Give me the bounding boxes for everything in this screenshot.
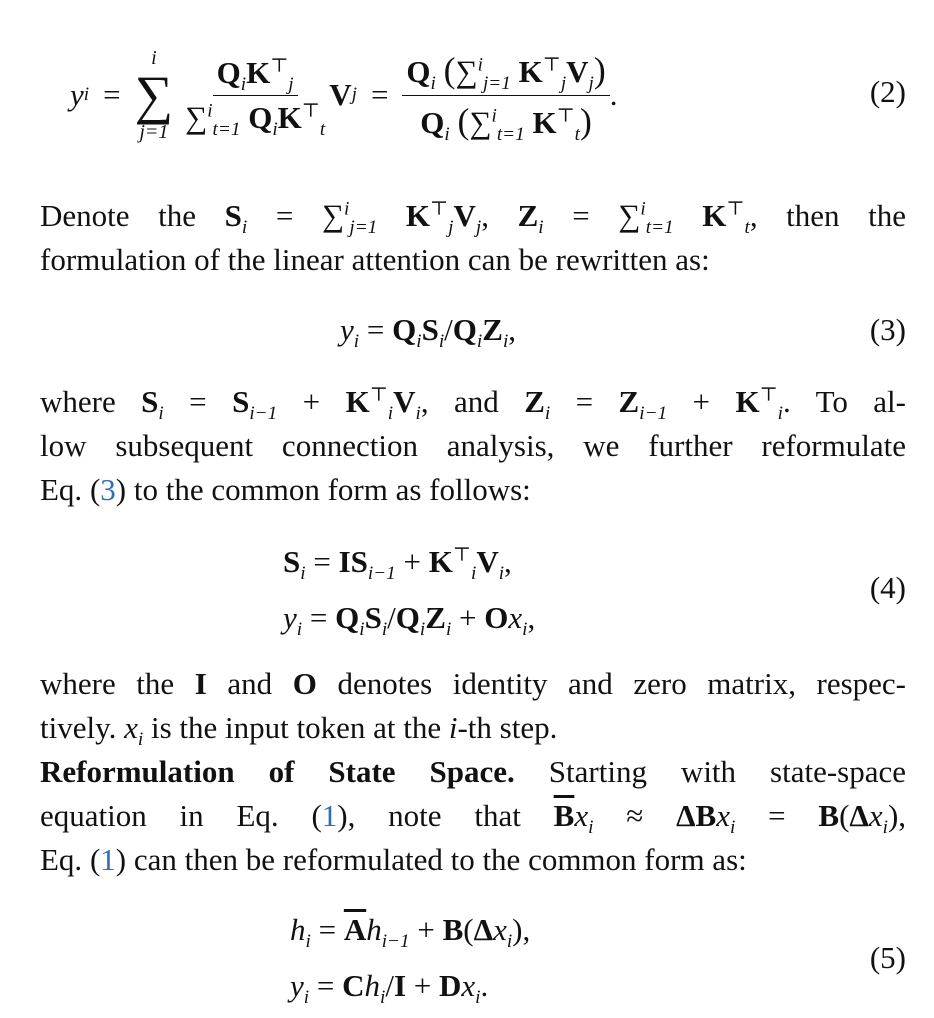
para1-line2: formulation of the linear attention can be rewritten as: [40, 242, 710, 277]
para4-line2: equation in Eq. (1), note that $\overline{B}x_i \approx \Delta Bx_i = B(\Delta x_i)$, [40, 798, 907, 839]
equation-3: $y_i = Q_iS_i/Q_iZ_i$, [340, 312, 517, 353]
eq2-sum: i ∑ j=1 [134, 47, 174, 143]
eq1-reference-link-2[interactable]: 1 [100, 842, 116, 877]
para1-line1: Denote the $S_i = \sum^i_{j=1}$ $K^⊤_jV_j$, $Z_i = \sum^i_{t=1}$ $K^⊤_t$, then the [40, 198, 907, 239]
para2-line3: Eq. (3) to the common form as follows: [40, 472, 531, 507]
para4-line3: Eq. (1) can then be reformulated to the common form as: [40, 842, 747, 877]
equation-4-line1: $S_i = IS_{i-1} + K^⊤_iV_i$, [283, 544, 512, 585]
section-heading: Reformulation of State Space. [40, 754, 515, 789]
equation-5-line2: $y_i = Ch_i/I + Dx_i$. [290, 968, 489, 1009]
equation-4-line2: $y_i = Q_iS_i/Q_iZ_i + Ox_i$, [283, 600, 536, 641]
eq2-v: V [329, 77, 352, 112]
eq2-lhs: y [70, 77, 84, 112]
eq2-number: (2) [869, 74, 906, 109]
eq4-number: (4) [869, 570, 906, 605]
equation-2: y i = i ∑ j=1 $\frac{Q_iK^⊤_j}{\sum^i_{t=1} Q_iK^⊤_t}$ V j = $\frac{Q_i (\sum^i_{j=1} K^⊤_jV_j)}{Q_i (\sum^i_{t=1} K^⊤_t)}$ . [70, 47, 618, 145]
eq3-number: (3) [869, 312, 906, 347]
para3-line1: where the I and O denotes identity and zero matrix, respec- [40, 666, 907, 701]
eq2-fraction-1: $\frac{Q_iK^⊤_j}{\sum^i_{t=1} Q_iK^⊤_t}$ [185, 54, 326, 140]
eq1-reference-link[interactable]: 1 [321, 798, 338, 833]
eq5-number: (5) [869, 940, 906, 975]
eq3-reference-link[interactable]: 3 [100, 472, 116, 507]
eq2-fraction-2: $\frac{Q_i (\sum^i_{j=1} K^⊤_jV_j)}{Q_i (\sum^i_{t=1} K^⊤_t)}$ [402, 49, 609, 142]
para4-line1: Reformulation of State Space. Starting with state-space [40, 754, 907, 789]
para2-line2: low subsequent connection analysis, we further reformulate [40, 428, 906, 463]
equation-5-line1: $h_i = \overline{A}h_{i-1} + B(\Delta x_i)$, [290, 912, 531, 953]
para2-line1: where $S_i = S_{i-1} + K^⊤_iV_i$, and $Z_i = Z_{i-1} + K^⊤_i$. To al- [40, 384, 906, 425]
para3-line2: tively. $x_i$ is the input token at the i-th step. [40, 710, 558, 751]
